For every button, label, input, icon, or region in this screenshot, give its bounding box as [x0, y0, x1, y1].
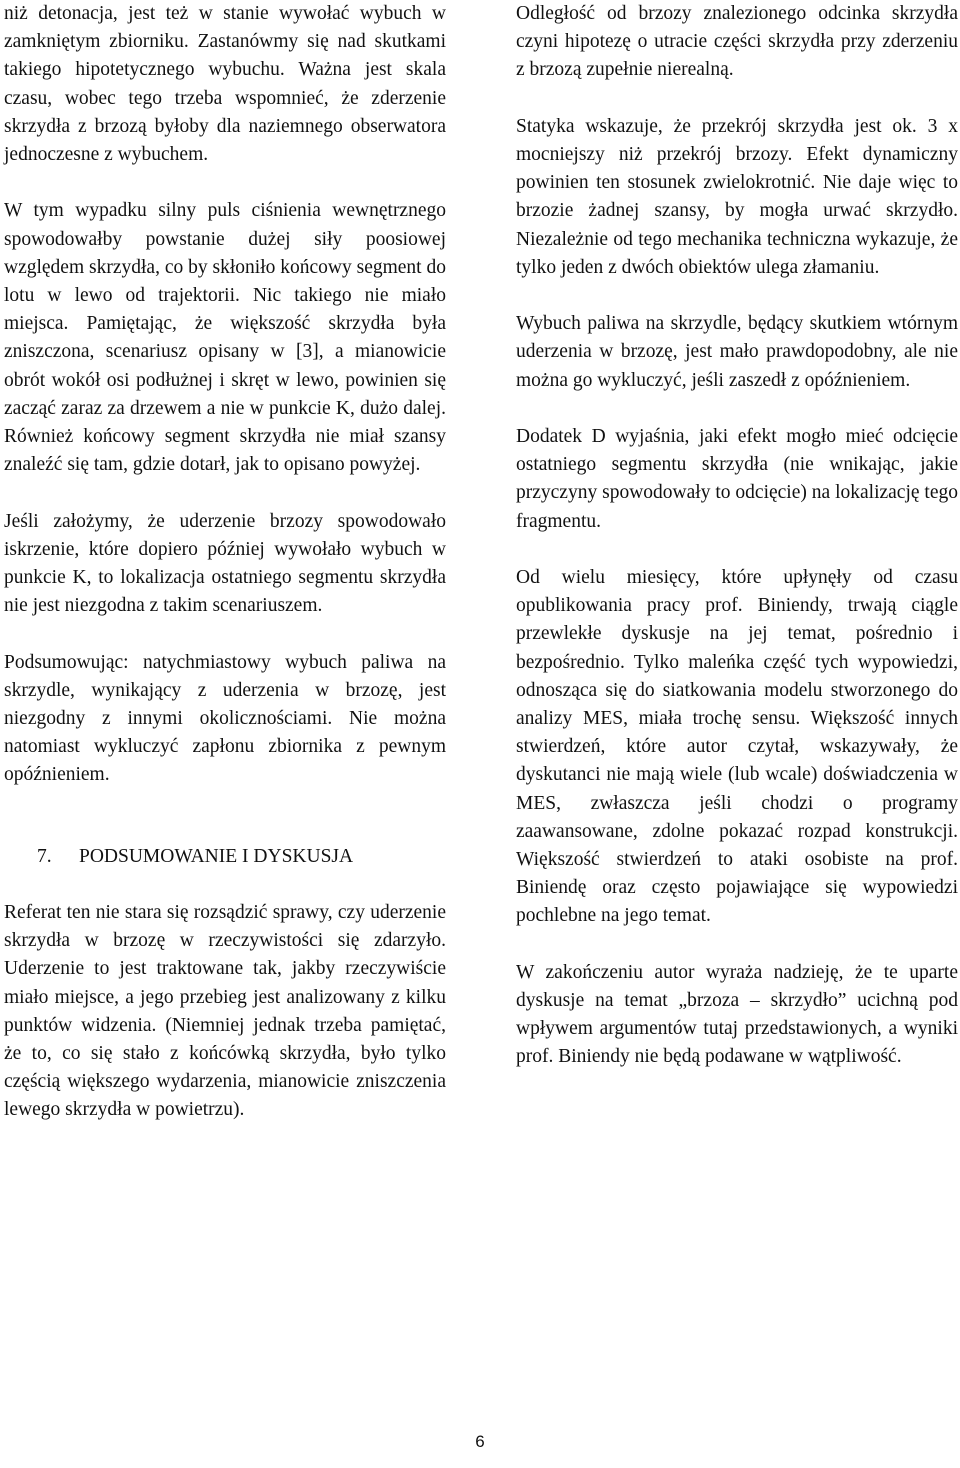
paragraph: W zakończeniu autor wyraża nadzieję, że te uparte dyskusje na temat „brzoza – skrzydło” ucichną pod wpływem argumentów tutaj przedstawionych, a wyniki prof. Biniendy nie będą podawane w wątpliwość.: [516, 961, 958, 1068]
paragraph: Odległość od brzozy znalezionego odcinka skrzydła czyni hipotezę o utracie części skrzydła przy zderzeniu z brzozą zupełnie nierealną.: [516, 3, 958, 81]
paragraph: Od wielu miesięcy, które upłynęły od czasu opublikowania pracy prof. Biniendy, trwają ciągle przewlekłe dyskusje na jej temat, pośrednio i bezpośrednio. Tylko maleńka część tych wypowiedzi, odnosząca się do siatkowania modelu stworzonego do analizy MES, miała trochę sensu. Większość innych stwierdzeń, które autor czytał, wskazywały, że dyskutanci nie mają wiele (lub wcale) doświadczenia w MES, zwłaszcza jeśli chodzi o programy zaawansowane, zdolne pokazać rozpad konstrukcji. Większość stwierdzeń to ataki osobiste na prof. Biniendę oraz często pojawiające się wypowiedzi pochlebne na jego temat.: [516, 567, 958, 927]
paragraph: Dodatek D wyjaśnia, jaki efekt mogło mieć odcięcie ostatniego segmentu skrzydła (nie wnikając, jakie przyczyny spowodowały to odcięcie) na lokalizację tego fragmentu.: [516, 426, 958, 532]
paragraph: Statyka wskazuje, że przekrój skrzydła jest ok. 3 x mocniejszy niż przekrój brzozy. Efekt dynamiczny powinien ten stosunek zwielokrotnić. Nie daje więc to brzozie żadnej szansy, by mogła urwać skrzydło. Niezależnie od tego mechanika techniczna wykazuje, że tylko jeden z dwóch obiektów ulega złamaniu.: [516, 115, 958, 278]
right-column: [516, 0, 958, 1100]
section-heading: [4, 843, 446, 871]
paragraph: Referat ten nie stara się rozsądzić sprawy, czy uderzenie skrzydła w brzozę w rzeczywistości się zdarzyło. Uderzenie to jest traktowane tak, jakby rzeczywiście miało miejsce, a jego przebieg jest analizowany z kilku punktów widzenia. (Niemniej jednak trzeba pamiętać, że to, co się stało z końcówką skrzydła, było tylko częścią większego wydarzenia, mianowicie zniszczenia lewego skrzydła w powietrzu).: [4, 902, 446, 1121]
section-title: PODSUMOWANIE I DYSKUSJA: [79, 845, 354, 867]
section-number: 7.: [37, 845, 52, 867]
left-column: [4, 0, 446, 1153]
paragraph: Podsumowując: natychmiastowy wybuch paliwa na skrzydle, wynikający z uderzenia w brzozę, jest niezgodny z innymi okolicznościami. Nie można natomiast wykluczyć zapłonu zbiornika z pewnym opóźnieniem.: [4, 651, 446, 786]
paragraph: niż detonacja, jest też w stanie wywołać wybuch w zamkniętym zbiorniku. Zastanówmy się nad skutkami takiego hipotetycznego wybuchu. Ważna jest skala czasu, wobec tego trzeba wspomnieć, że zderzenie skrzydła z brzozą byłoby dla naziemnego obserwatora jednoczesne z wybuchem.: [4, 3, 446, 166]
paragraph: Wybuch paliwa na skrzydle, będący skutkiem wtórnym uderzenia w brzozę, jest mało prawdopodobny, ale nie można go wykluczyć, jeśli zaszedł z opóźnieniem.: [516, 313, 958, 391]
paragraph: Jeśli założymy, że uderzenie brzozy spowodowało iskrzenie, które dopiero później wywołało wybuch w punkcie K, to lokalizacja ostatniego segmentu skrzydła nie jest niezgodna z takim scenariuszem.: [4, 510, 446, 617]
page-number: 6: [475, 1432, 485, 1451]
paragraph: W tym wypadku silny puls ciśnienia wewnętrznego spowodowałby powstanie dużej siły poosiowej względem skrzydła, co by skłoniło końcowy segment do lotu w lewo od trajektorii. Nic takiego nie miało miejsca. Pamiętając, że większość skrzydła była zniszczona, scenariusz opisany w [3], a mianowicie obrót wokół osi podłużnej i skręt w lewo, powinien się zacząć zaraz za drzewem a nie w punkcie K, dużo dalej. Również końcowy segment skrzydła nie miał szansy znaleźć się tam, gdzie dotarł, jak to opisano powyżej.: [4, 200, 446, 476]
